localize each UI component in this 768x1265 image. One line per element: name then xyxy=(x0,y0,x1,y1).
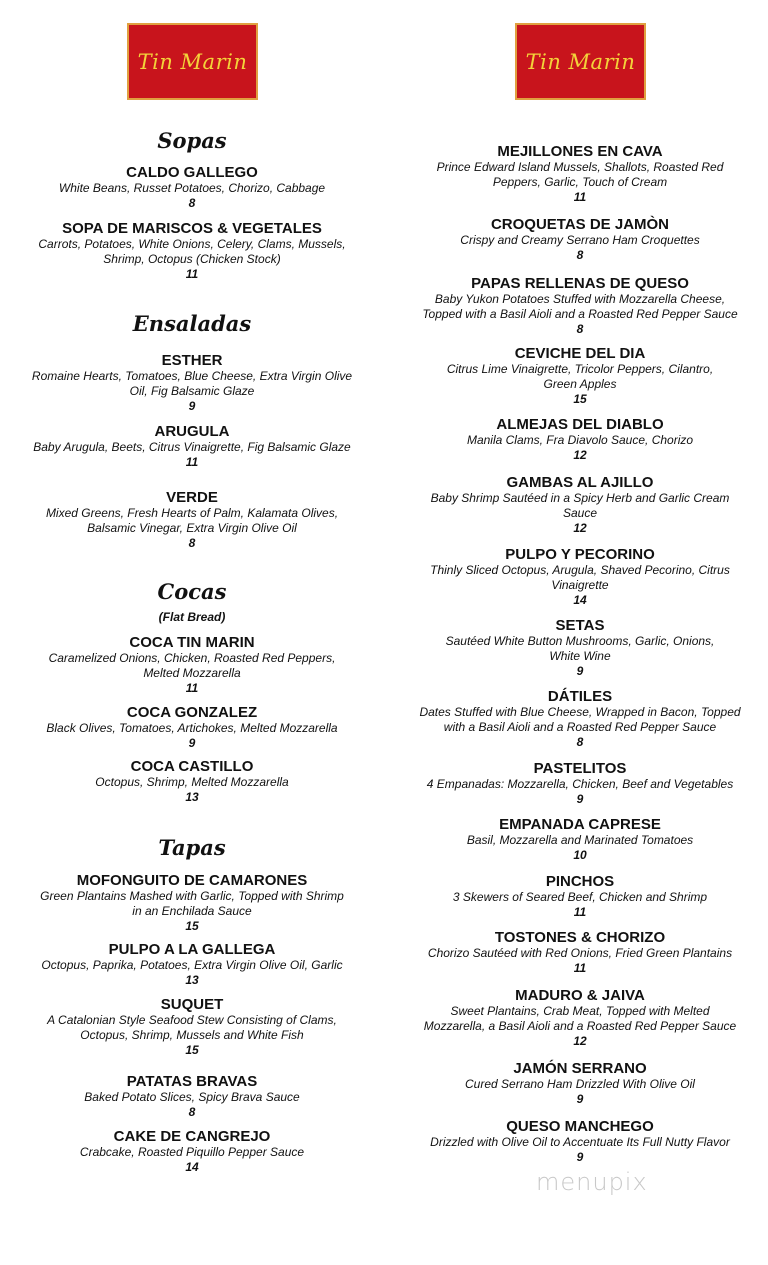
menu-item-name: PULPO A LA GALLEGA xyxy=(108,941,276,958)
menu-item xyxy=(392,346,768,407)
menu-item-name: COCA GONZALEZ xyxy=(126,704,258,721)
menu-item-name: CROQUETAS DE JAMÒN xyxy=(490,216,670,233)
menu-item-description: Cured Serrano Ham Drizzled With Olive Oil xyxy=(465,1077,695,1091)
menu-item-description: Baby Arugula, Beets, Citrus Vinaigrette, Fig Balsamic Glaze xyxy=(33,440,351,454)
menu-item-description: Mixed Greens, Fresh Hearts of Palm, Kalamata Olives, Balsamic Vinegar, Extra Virgin Olive Oil xyxy=(45,506,339,535)
menu-item xyxy=(392,1061,768,1107)
menu-item xyxy=(0,873,384,934)
menu-item-description: Thinly Sliced Octopus, Arugula, Shaved Pecorino, Citrus Vinaigrette xyxy=(430,563,730,592)
menu-item-price: 8 xyxy=(576,248,584,262)
menu-item-name: DÁTILES xyxy=(547,688,613,705)
menu-item-name: PINCHOS xyxy=(545,873,615,890)
menu-item-name: CEVICHE DEL DIA xyxy=(514,345,646,362)
menu-item-price: 8 xyxy=(576,322,584,336)
menu-item xyxy=(392,689,768,750)
menu-item-name: PATATAS BRAVAS xyxy=(126,1073,258,1090)
menu-item xyxy=(392,144,768,205)
menu-item xyxy=(0,942,384,988)
menu-item-name: MOFONGUITO DE CAMARONES xyxy=(76,872,308,889)
menu-item-name: ESTHER xyxy=(161,352,223,369)
menu-item-name: ARUGULA xyxy=(154,423,230,440)
menu-item xyxy=(0,997,384,1058)
logo-left xyxy=(127,23,258,100)
logo-right xyxy=(515,23,646,100)
menu-item-description: Crabcake, Roasted Piquillo Pepper Sauce xyxy=(79,1145,305,1159)
menu-item-price: 11 xyxy=(185,455,199,469)
menu-item-description: Sautéed White Button Mushrooms, Garlic, Onions, White Wine xyxy=(445,634,715,663)
menu-item-name: SUQUET xyxy=(160,996,224,1013)
menu-item-price: 11 xyxy=(573,190,587,204)
watermark: menupix xyxy=(536,1168,648,1196)
menu-item xyxy=(392,1119,768,1165)
menu-item-price: 14 xyxy=(185,1160,199,1174)
menu-item-price: 12 xyxy=(573,448,587,462)
menu-item-name: ALMEJAS DEL DIABLO xyxy=(496,416,664,433)
section-title: Ensaladas xyxy=(132,311,252,336)
menu-item-description: Drizzled with Olive Oil to Accentuate Its Full Nutty Flavor xyxy=(430,1135,730,1149)
menu-item xyxy=(392,618,768,679)
menu-item-description: Black Olives, Tomatoes, Artichokes, Melted Mozzarella xyxy=(46,721,338,735)
menu-item-name: JAMÓN SERRANO xyxy=(513,1060,647,1077)
menu-item-description: Octopus, Shrimp, Melted Mozzarella xyxy=(95,775,289,789)
menu-item-description: Baked Potato Slices, Spicy Brava Sauce xyxy=(84,1090,300,1104)
menu-item xyxy=(392,817,768,863)
menu-item xyxy=(392,547,768,608)
menu-item-name: MADURO & JAIVA xyxy=(515,987,645,1004)
section-title: Tapas xyxy=(158,835,226,860)
menu-item-price: 9 xyxy=(576,1150,584,1164)
menu-item-price: 9 xyxy=(576,1092,584,1106)
menu-item-description: Baby Yukon Potatoes Stuffed with Mozzarella Cheese, Topped with a Basil Aioli and a Roasted Red Pepper Sauce xyxy=(422,292,738,321)
menu-item-price: 11 xyxy=(573,905,587,919)
menu-item-price: 8 xyxy=(188,196,196,210)
menu-item-description: A Catalonian Style Seafood Stew Consisting of Clams, Octopus, Shrimp, Mussels and White Fish xyxy=(47,1013,337,1042)
menu-item-price: 12 xyxy=(573,1034,587,1048)
menu-item xyxy=(392,988,768,1049)
menu-item xyxy=(0,353,384,414)
menu-item-description: 4 Empanadas: Mozzarella, Chicken, Beef and Vegetables xyxy=(426,777,734,791)
menu-item xyxy=(0,705,384,751)
menu-item-name: GAMBAS AL AJILLO xyxy=(506,474,654,491)
menu-item-price: 15 xyxy=(185,1043,199,1057)
menu-item-description: Chorizo Sautéed with Red Onions, Fried Green Plantains xyxy=(427,946,733,960)
menu-item xyxy=(392,475,768,536)
section-title: Cocas xyxy=(157,579,227,604)
menu-item-description: Carrots, Potatoes, White Onions, Celery, Clams, Mussels, Shrimp, Octopus (Chicken Stock) xyxy=(38,237,346,266)
menu-item xyxy=(0,1074,384,1120)
menu-item-price: 10 xyxy=(573,848,587,862)
menu-item-description: Romaine Hearts, Tomatoes, Blue Cheese, Extra Virgin Olive Oil, Fig Balsamic Glaze xyxy=(31,369,353,398)
menu-item-price: 11 xyxy=(185,681,199,695)
menu-item-price: 11 xyxy=(185,267,199,281)
menu-item-description: Crispy and Creamy Serrano Ham Croquettes xyxy=(460,233,700,247)
menu-item-price: 11 xyxy=(573,961,587,975)
menu-item xyxy=(0,490,384,551)
menu-item xyxy=(0,221,384,282)
menu-item xyxy=(0,165,384,211)
logo-text: Tin Marin xyxy=(137,49,248,74)
menu-item-price: 12 xyxy=(573,521,587,535)
menu-item-description: Caramelized Onions, Chicken, Roasted Red Peppers, Melted Mozzarella xyxy=(48,651,336,680)
menu-item-price: 14 xyxy=(573,593,587,607)
menu-item-description: Prince Edward Island Mussels, Shallots, Roasted Red Peppers, Garlic, Touch of Cream xyxy=(436,160,724,189)
menu-item-price: 9 xyxy=(576,792,584,806)
menu-item-name: EMPANADA CAPRESE xyxy=(499,816,661,833)
menu-item-name: CAKE DE CANGREJO xyxy=(113,1128,271,1145)
menu-item-description: Citrus Lime Vinaigrette, Tricolor Peppers, Cilantro, Green Apples xyxy=(446,362,714,391)
menu-item-description: 3 Skewers of Seared Beef, Chicken and Shrimp xyxy=(452,890,708,904)
menu-item-description: Green Plantains Mashed with Garlic, Topped with Shrimp in an Enchilada Sauce xyxy=(40,889,344,918)
menu-item-name: PASTELITOS xyxy=(533,760,627,777)
menu-item-price: 8 xyxy=(188,1105,196,1119)
menu-item-name: QUESO MANCHEGO xyxy=(506,1118,654,1135)
menu-item-name: TOSTONES & CHORIZO xyxy=(494,929,666,946)
menu-item-name: CALDO GALLEGO xyxy=(126,164,258,181)
logo-text: Tin Marin xyxy=(525,49,636,74)
menu-item-name: VERDE xyxy=(166,489,218,506)
menu-item-name: SOPA DE MARISCOS & VEGETALES xyxy=(62,220,322,237)
menu-item xyxy=(392,217,768,263)
menu-item-description: Dates Stuffed with Blue Cheese, Wrapped in Bacon, Topped with a Basil Aioli and a Roasted Red Pepper Sauce xyxy=(419,705,741,734)
section-heading-ensaladas xyxy=(0,311,384,337)
menu-item-price: 13 xyxy=(185,790,199,804)
section-subtitle: (Flat Bread) xyxy=(158,610,226,624)
menu-item xyxy=(392,417,768,463)
menu-item-price: 15 xyxy=(573,392,587,406)
menu-item xyxy=(392,930,768,976)
section-heading-sopas xyxy=(0,128,384,154)
menu-item-price: 9 xyxy=(188,736,196,750)
menu-item-name: SETAS xyxy=(555,617,605,634)
section-heading-cocas xyxy=(0,579,384,625)
menu-item xyxy=(0,1129,384,1175)
menu-item-description: Octopus, Paprika, Potatoes, Extra Virgin Olive Oil, Garlic xyxy=(41,958,343,972)
menu-item-price: 13 xyxy=(185,973,199,987)
menu-item-price: 8 xyxy=(188,536,196,550)
menu-item xyxy=(0,635,384,696)
menu-item-price: 9 xyxy=(188,399,196,413)
menu-item-price: 9 xyxy=(576,664,584,678)
menu-item-price: 15 xyxy=(185,919,199,933)
section-title: Sopas xyxy=(157,128,227,153)
menu-item-description: Sweet Plantains, Crab Meat, Topped with Melted Mozzarella, a Basil Aioli and a Roasted Red Pepper Sauce xyxy=(423,1004,737,1033)
menu-item xyxy=(0,759,384,805)
menu-item-name: PULPO Y PECORINO xyxy=(505,546,655,563)
menu-item-description: Baby Shrimp Sautéed in a Spicy Herb and Garlic Cream Sauce xyxy=(430,491,730,520)
menu-item-name: COCA CASTILLO xyxy=(130,758,254,775)
menu-item xyxy=(392,874,768,920)
menu-item xyxy=(0,424,384,470)
menu-item-description: White Beans, Russet Potatoes, Chorizo, Cabbage xyxy=(58,181,326,195)
section-heading-tapas xyxy=(0,835,384,861)
menu-item xyxy=(392,276,768,337)
menu-item xyxy=(392,761,768,807)
menu-item-name: COCA TIN MARIN xyxy=(129,634,255,651)
menu-item-description: Basil, Mozzarella and Marinated Tomatoes xyxy=(466,833,694,847)
menu-item-description: Manila Clams, Fra Diavolo Sauce, Chorizo xyxy=(466,433,694,447)
menu-item-price: 8 xyxy=(576,735,584,749)
menu-item-name: PAPAS RELLENAS DE QUESO xyxy=(471,275,689,292)
menu-item-name: MEJILLONES EN CAVA xyxy=(497,143,663,160)
